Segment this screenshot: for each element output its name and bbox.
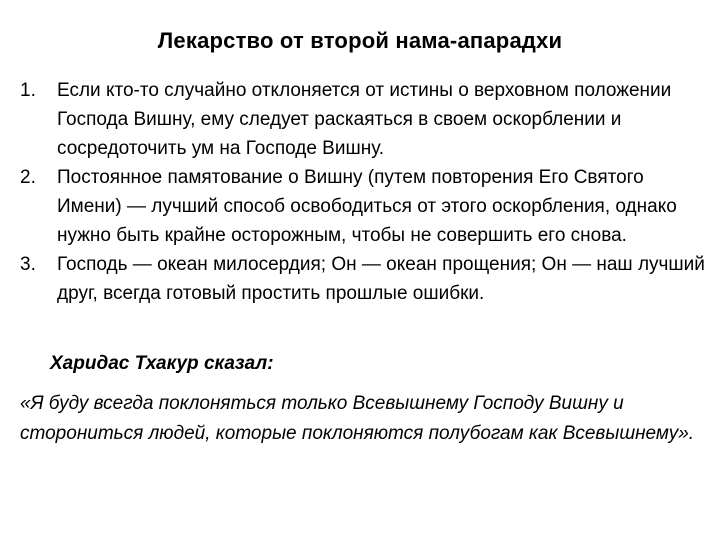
- list-item-number: 3.: [20, 254, 36, 275]
- list-item: [20, 76, 710, 163]
- list-item: [20, 163, 710, 250]
- quote-text: «Я буду всегда поклоняться только Всевышнему Господу Вишну и сторониться людей, которые поклоняются полубогам как Всевышнему».: [20, 393, 695, 444]
- list-item-number: 1.: [20, 80, 36, 101]
- slide-title: Лекарство от второй нама-апарадхи: [157, 28, 563, 53]
- numbered-list: [20, 76, 710, 308]
- list-item: [20, 250, 710, 308]
- list-item-number: 2.: [20, 167, 36, 188]
- list-item-text: Господь — океан милосердия; Он — океан прощения; Он — наш лучший друг, всегда готовый простить прошлые ошибки.: [57, 254, 705, 304]
- quote-speaker: Харидас Тхакур сказал:: [50, 353, 274, 374]
- list-item-text: Постоянное памятование о Вишну (путем повторения Его Святого Имени) — лучший способ освободиться от этого оскорбления, однако нужно быть крайне осторожным, чтобы не совершить его снова.: [57, 167, 677, 246]
- list-item-text: Если кто-то случайно отклоняется от истины о верховном положении Господа Вишну, ему следует раскаяться в своем оскорблении и сосредоточить ум на Господе Вишну.: [57, 80, 672, 159]
